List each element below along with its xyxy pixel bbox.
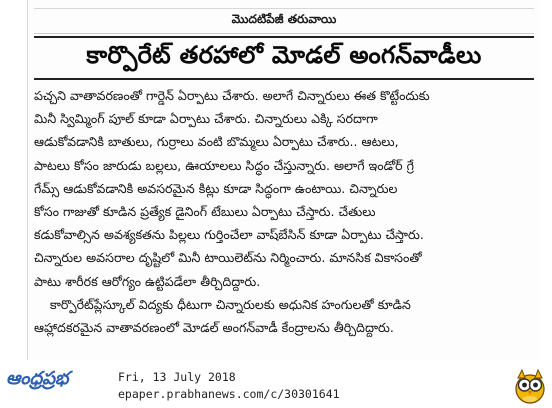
article-line: ఆడుకోవడానికి బాతులు, గుర్రాలు వంటి బొమ్మలు ఏర్పాటు చేశారు.. ఆటలు,	[34, 134, 399, 150]
headline: కార్పొరేట్ తరహాలో మోడల్ అంగన్‌వాడీలు	[86, 41, 482, 69]
headline-box	[34, 36, 534, 80]
article-line: కార్పొరేట్‌ప్లేస్కూల్ విద్యకు ధీటుగా చిన్నారులకు అధునిక హంగులతో కూడిన	[50, 296, 411, 312]
article-line: చిన్నారుల అవసరాల దృష్టిలో మినీ టాయిలెట్‌ను నిర్మించారు. మానసిక వికాసంతో	[34, 250, 422, 266]
publication-date: Fri, 13 July 2018	[118, 370, 236, 384]
logo-wordmark: ఆంధ్రప్రభ	[6, 368, 69, 389]
article-line: పాటలు కోసం జారుడు బల్లలు, ఊయాలలు సిద్ధం చేస్తున్నారు. అలాగే ఇండోర్ గ్రే	[34, 157, 414, 173]
article-line: ఆహ్లాదకరమైన వాతావరణంలో మోడల్ అంగన్‌వాడీ కేంద్రాలను తీర్చిదిద్దారు.	[34, 319, 394, 335]
article-line: కడుకోవాల్సిన అవశ్యకతను పిల్లలు గుర్తించేలా వాష్‌బేసిన్ కూడా ఏర్పాటు చేస్తారు.	[34, 227, 424, 243]
news-clipping	[27, 0, 540, 360]
kicker-divider	[34, 33, 534, 34]
continuation-kicker: మొదటిపేజీ తరువాయి	[231, 12, 337, 26]
article-body	[34, 84, 532, 339]
top-rule	[34, 8, 534, 9]
article-line: మినీ స్విమ్మింగ్ పూల్ కూడా ఏర్పాటు చేశారు. చిన్నారులు ఎక్కి సరదాగా	[34, 111, 378, 127]
epaper-footer	[0, 366, 552, 408]
publication-logo[interactable]	[6, 368, 100, 402]
article-line: కోసం గాజుతో కూడిన ప్రత్యేక డైనింగ్ టేబులు ఏర్పాటు చేస్తారు. చేతులు	[34, 203, 376, 219]
owl-mascot-icon	[513, 368, 547, 404]
epaper-url[interactable]: epaper.prabhanews.com/c/30301641	[118, 387, 340, 401]
article-line: పాటు శారీరక ఆరోగ్యం ఉట్టిపడేలా తీర్చిదిద్దారు.	[34, 273, 261, 289]
article-line: గేమ్స్ ఆడుకోవడానికి అవసరమైన కిట్లు కూడా సిద్ధంగా ఉంటాయి. చిన్నారుల	[34, 180, 398, 196]
article-line: పచ్చని వాతావరణంతో గార్డెన్ ఏర్పాటు చేశారు. అలాగే చిన్నారులు ఈత కొట్టేందుకు	[34, 88, 430, 103]
